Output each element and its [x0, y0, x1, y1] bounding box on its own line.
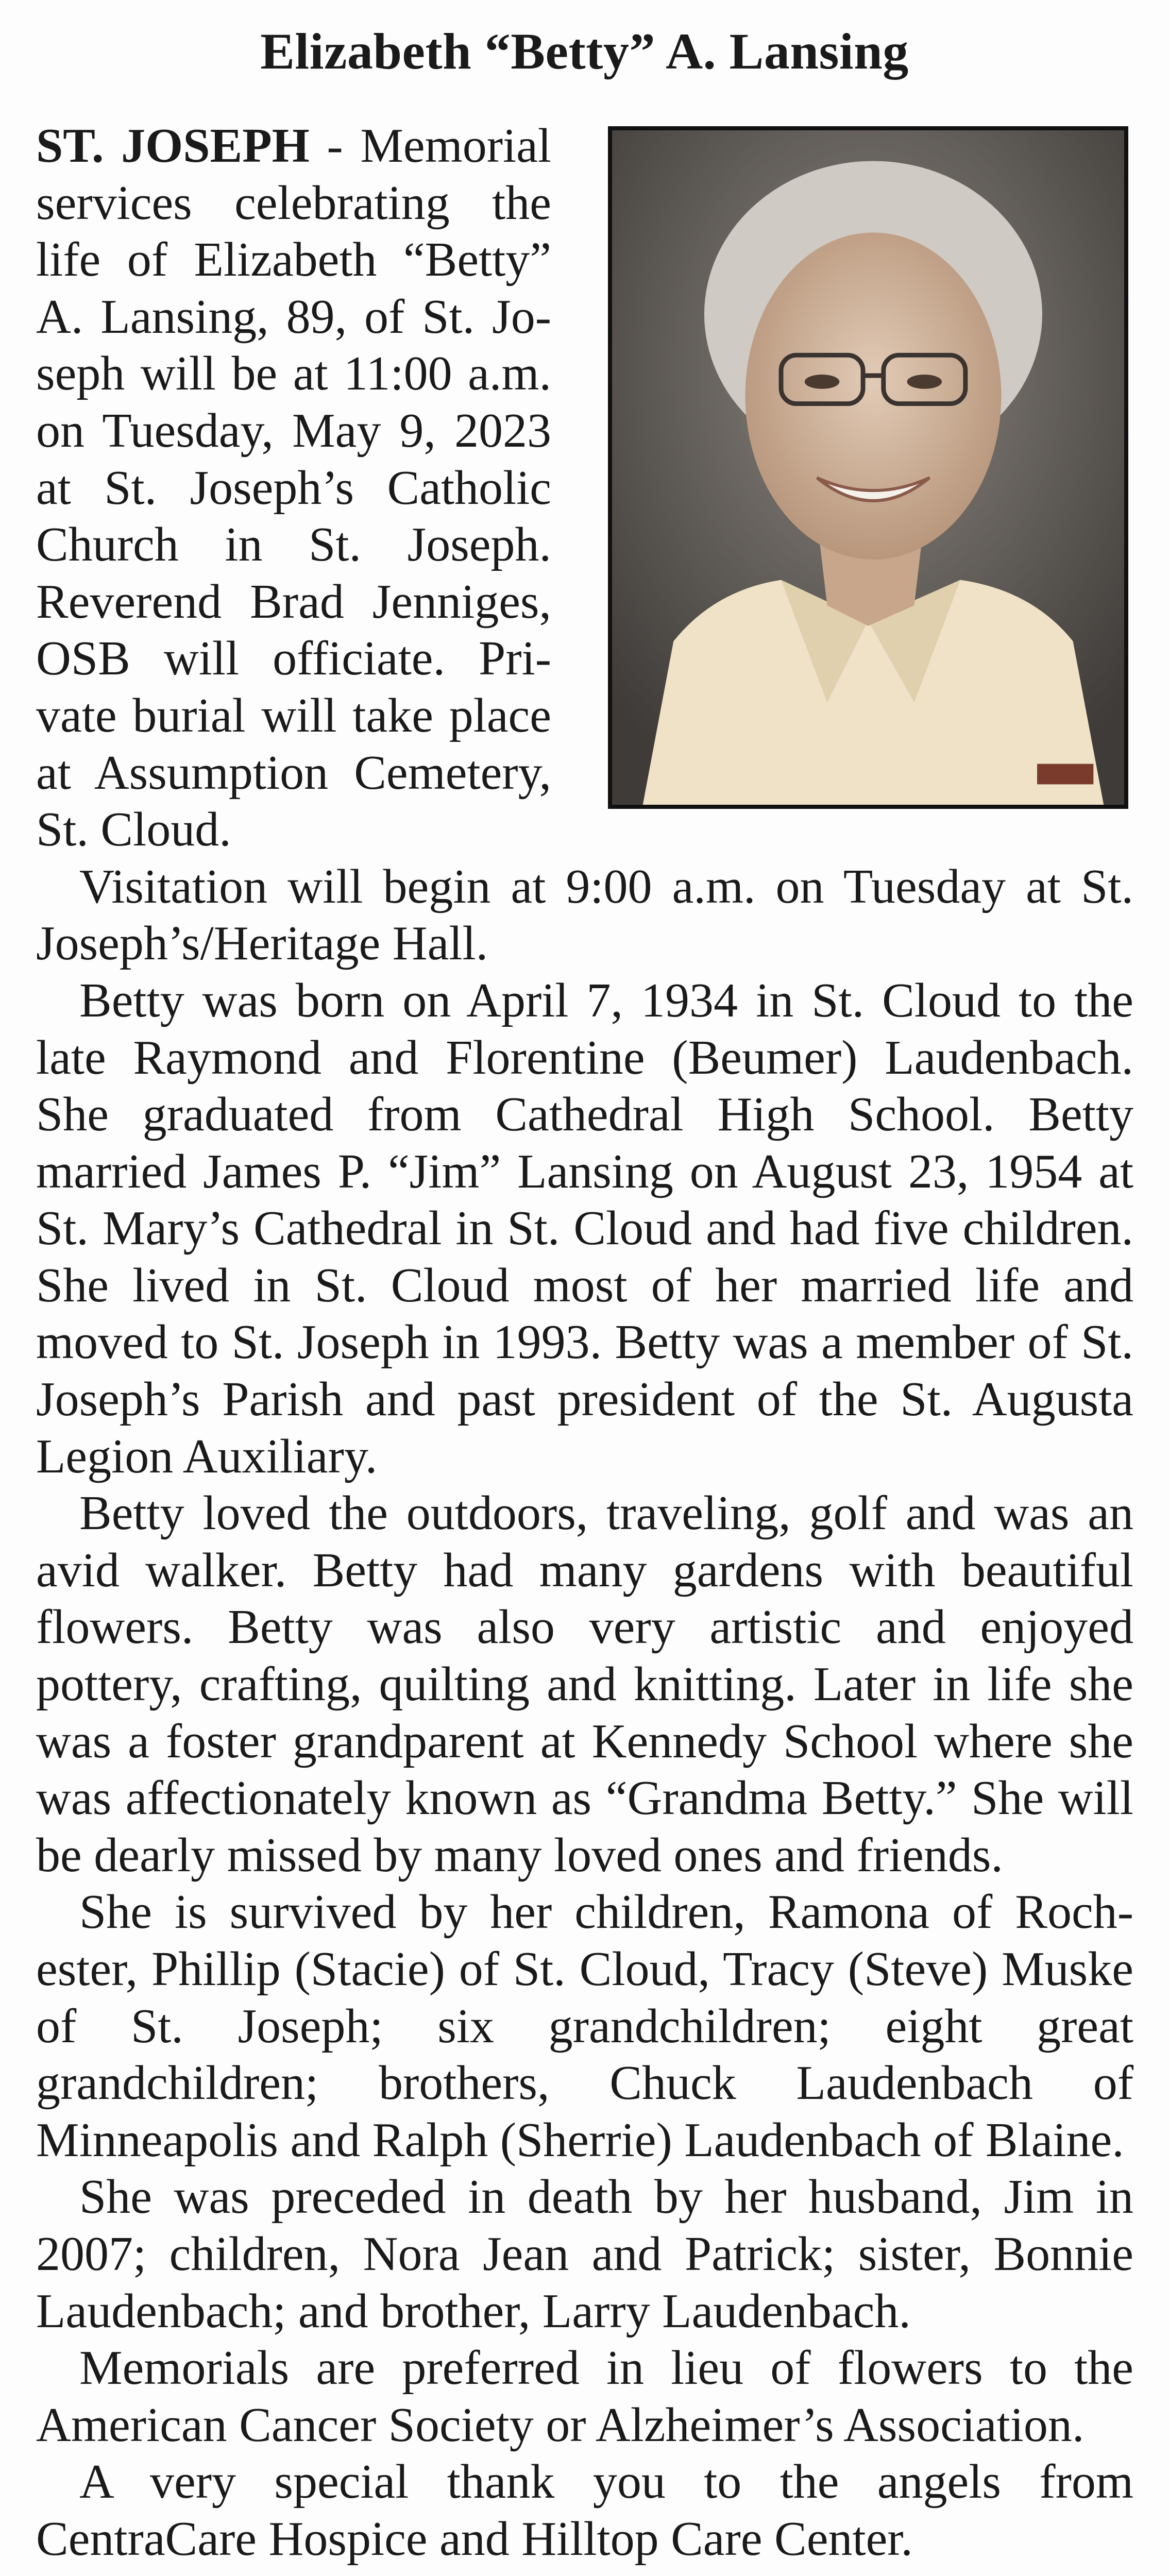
obituary-body — [36, 117, 1133, 2568]
photo-spacer — [551, 117, 1133, 818]
paragraph-thanks: A very special thank you to the angels from CentraCare Hospice and Hilltop Care Center. — [36, 2455, 1133, 2566]
paragraph-services-text: - Memorial services celebrating the life of Elizabeth “Betty” A. Lansing, 89, of St. Joseph will be at 11:00 a.m. on Tuesday, May 9, 2023 at St. Joseph’s Catholic Church in St. Joseph. Reverend Brad Jenniges, OSB will officiate. Private burial will take place at Assumption Cemetery, St. Cloud. — [36, 119, 551, 857]
paragraph-visitation: Visitation will begin at 9:00 a.m. on Tuesday at St. Joseph’s/Heritage Hall. — [36, 859, 1133, 971]
dateline: ST. JOSEPH — [36, 119, 310, 173]
paragraph-preceded: She was preceded in death by her husband, Jim in 2007; children, Nora Jean and Patrick; sister, Bonnie Laudenbach; and brother, Larry Laudenbach. — [36, 2170, 1133, 2338]
paragraph-memorials: Memorials are preferred in lieu of flowers to the American Cancer Society or Alzheimer’s Association. — [36, 2341, 1133, 2452]
paragraph-biography: Betty was born on April 7, 1934 in St. Cloud to the late Raymond and Florentine (Beumer) Laudenbach. She graduated from Cathedral High School. Betty married James P. “Jim” Lansing on August 23, 1954 at St. Mary’s Cathedral in St. Cloud and had five children. She lived in St. Cloud most of her married life and moved to St. Joseph in 1993. Betty was a member of St. Joseph’s Parish and past president of the St. Augusta Legion Auxiliary. — [36, 973, 1133, 1483]
paragraph-interests: Betty loved the outdoors, traveling, golf and was an avid walker. Betty had many gardens with beautiful flowers. Betty was also very artistic and enjoyed pottery, crafting, quilting and knitting. Later in life she was a foster grandparent at Kennedy School where she was affectionately known as “Grandma Betty.” She will be dearly missed by many loved ones and friends. — [36, 1486, 1133, 1882]
obituary-title: Elizabeth “Betty” A. Lansing — [260, 23, 909, 80]
paragraph-survivors: She is survived by her children, Ramona of Rochester, Phillip (Stacie) of St. Cloud, Tracy (Steve) Muske of St. Joseph; six grandchildren; eight great grandchildren; brothers, Chuck Laudenbach of Minneapolis and Ralph (Sherrie) Laudenbach of Blaine. — [36, 1885, 1133, 2167]
